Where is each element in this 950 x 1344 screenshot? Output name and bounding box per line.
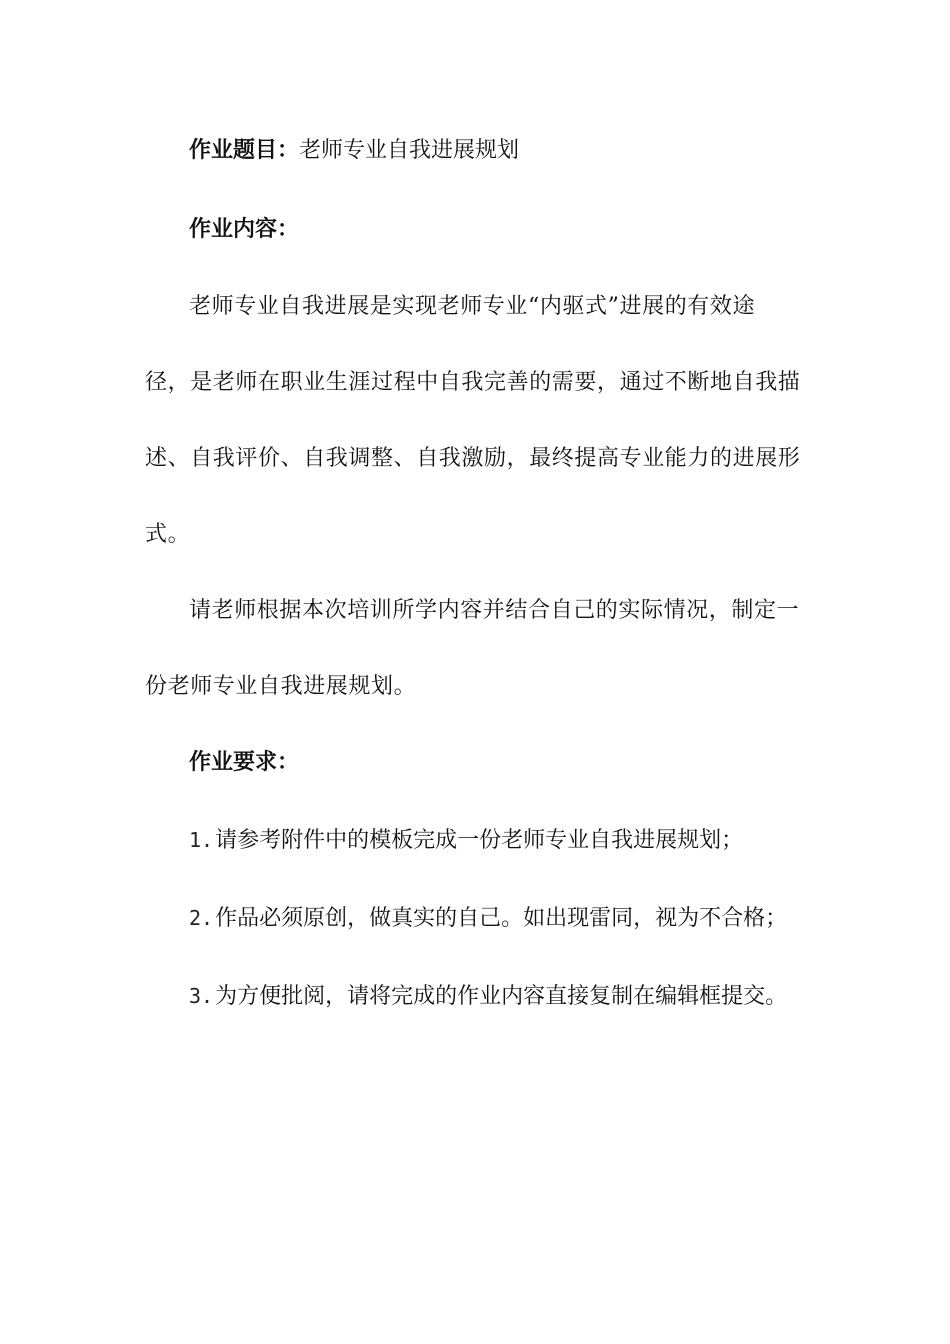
requirement-item-1 — [189, 820, 809, 861]
paragraph-1-line: 式。 — [145, 522, 191, 547]
topic-label: 作业题目： — [189, 138, 300, 163]
content-heading: 作业内容： — [189, 217, 300, 242]
paragraph-1-line: 径，是老师在职业生涯过程中自我完善的需要，通过不断地自我描 — [145, 370, 801, 395]
requirement-text: 作品必须原创，做真实的自己。如出现雷同，视为不合格； — [215, 906, 788, 931]
requirement-item-3 — [189, 976, 809, 1017]
requirement-text: 请参考附件中的模板完成一份老师专业自我进展规划； — [215, 828, 744, 853]
content-paragraph-1 — [145, 269, 810, 573]
topic-value: 老师专业自我进展规划 — [299, 138, 520, 163]
requirement-text: 为方便批阅，请将完成的作业内容直接复制在编辑框提交。 — [215, 984, 788, 1009]
requirement-number: 2. — [189, 906, 214, 930]
paragraph-2-line: 请老师根据本次培训所学内容并结合自己的实际情况，制定一 — [189, 598, 800, 623]
content-paragraph-2 — [145, 573, 810, 725]
requirement-number: 1. — [189, 828, 214, 852]
paragraph-1-line: 老师专业自我进展是实现老师专业“内驱式”进展的有效途 — [189, 294, 756, 319]
paragraph-2-line: 份老师专业自我进展规划。 — [145, 674, 417, 699]
paragraph-1-line: 述、自我评价、自我调整、自我激励，最终提高专业能力的进展形 — [145, 446, 801, 471]
requirement-number: 3. — [189, 984, 214, 1008]
topic-line — [189, 131, 809, 171]
requirements-heading: 作业要求： — [189, 750, 300, 775]
requirement-item-2 — [189, 898, 809, 939]
